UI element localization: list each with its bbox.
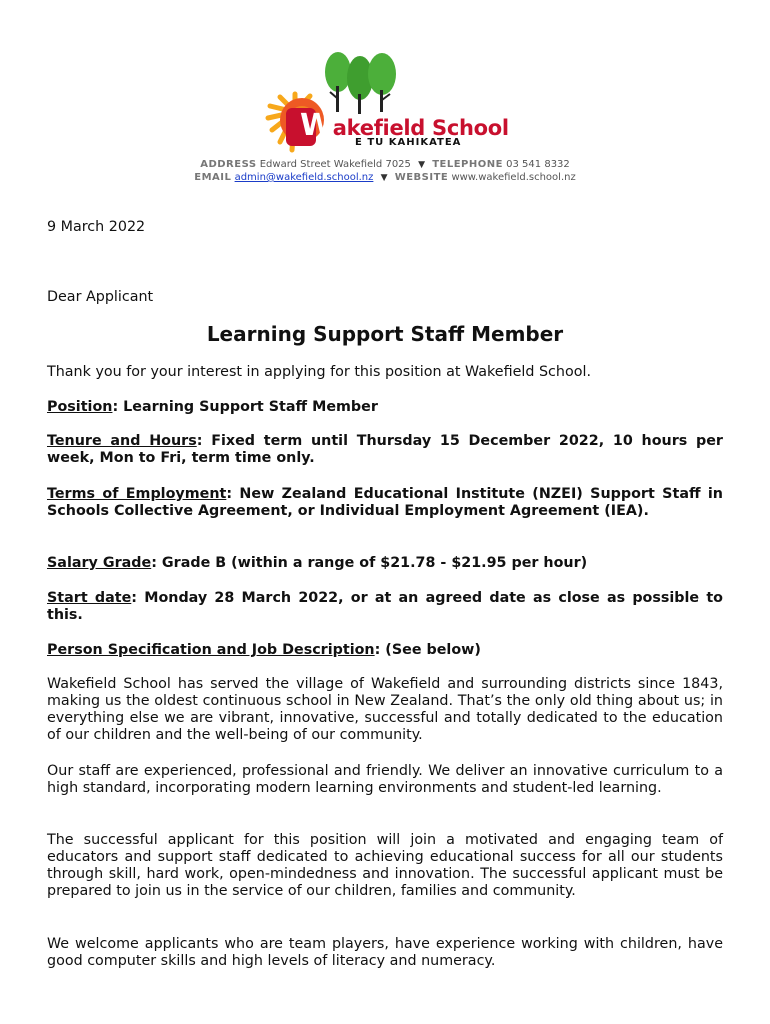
intro-paragraph: Thank you for your interest in applying for this position at Wakefield School. [47,364,591,380]
position-label: Position [47,399,113,415]
paragraph-school-history: Wakefield School has served the village of Wakefield and surrounding districts since 1843, making us the oldest continuous school in New Zealand. That’s the only old thing about us; in everything else we are vibrant, innovative, successful and totally dedicated to the education of our children and the well-being of our community. [47,676,723,743]
salary-label: Salary Grade [47,555,152,571]
letter-greeting: Dear Applicant [47,289,154,305]
school-name-rest: akefield School [332,116,509,140]
person-spec-value: : (See below) [374,642,481,658]
start-date-line [47,590,723,624]
salary-line [47,555,723,572]
telephone-label: TELEPHONE [432,159,503,170]
start-date-value: : Monday 28 March 2022, or at an agreed date as close as possible to this. [47,590,723,623]
terms-label: Terms of Employment [47,486,227,502]
email-link[interactable]: admin@wakefield.school.nz [234,172,374,183]
paragraph-applicant: The successful applicant for this position will join a motivated and engaging team of educators and support staff dedicated to achieving educational success for all our students through skill, hard work, open-mindedness and innovation. The successful applicant must be prepared to join us in the service of our children, families and community. [47,832,723,899]
tenure-value: : Fixed term until Thursday 15 December 2022, 10 hours per week, Mon to Fri, term time only. [47,433,723,466]
paragraph-welcome: We welcome applicants who are team players, have experience working with children, have good computer skills and high levels of literacy and numeracy. [47,936,723,969]
school-name-initial: W [300,108,333,143]
start-date-label: Start date [47,590,132,606]
telephone-value: 03 541 8332 [506,159,570,170]
address-value: Edward Street Wakefield 7025 [259,159,411,170]
person-spec-label: Person Specification and Job Description [47,642,375,658]
position-line [47,399,723,416]
website-value: www.wakefield.school.nz [451,172,576,183]
position-value: : Learning Support Staff Member [112,399,378,415]
letter-title: Learning Support Staff Member [206,322,564,346]
terms-line [47,486,723,520]
contact-line-email [0,172,770,183]
paragraph-staff: Our staff are experienced, professional and friendly. We deliver an innovative curriculum to a high standard, incorporating modern learning environments and student-led learning. [47,763,723,796]
separator-icon: ▼ [418,160,426,170]
website-label: WEBSITE [394,172,449,183]
salary-value: : Grade B (within a range of $21.78 - $21.95 per hour) [151,555,588,571]
tenure-label: Tenure and Hours [47,433,197,449]
letter-date: 9 March 2022 [47,219,146,235]
tenure-line [47,433,723,467]
person-spec-line [47,642,723,659]
separator-icon: ▼ [380,173,388,183]
email-label: EMAIL [194,172,232,183]
contact-line-address [0,159,770,170]
terms-value: : New Zealand Educational Institute (NZEI) Support Staff in Schools Collective Agreement, or Individual Employment Agreement (IEA). [47,486,723,519]
address-label: ADDRESS [200,159,257,170]
school-motto: E TU KAHIKATEA [355,137,462,148]
